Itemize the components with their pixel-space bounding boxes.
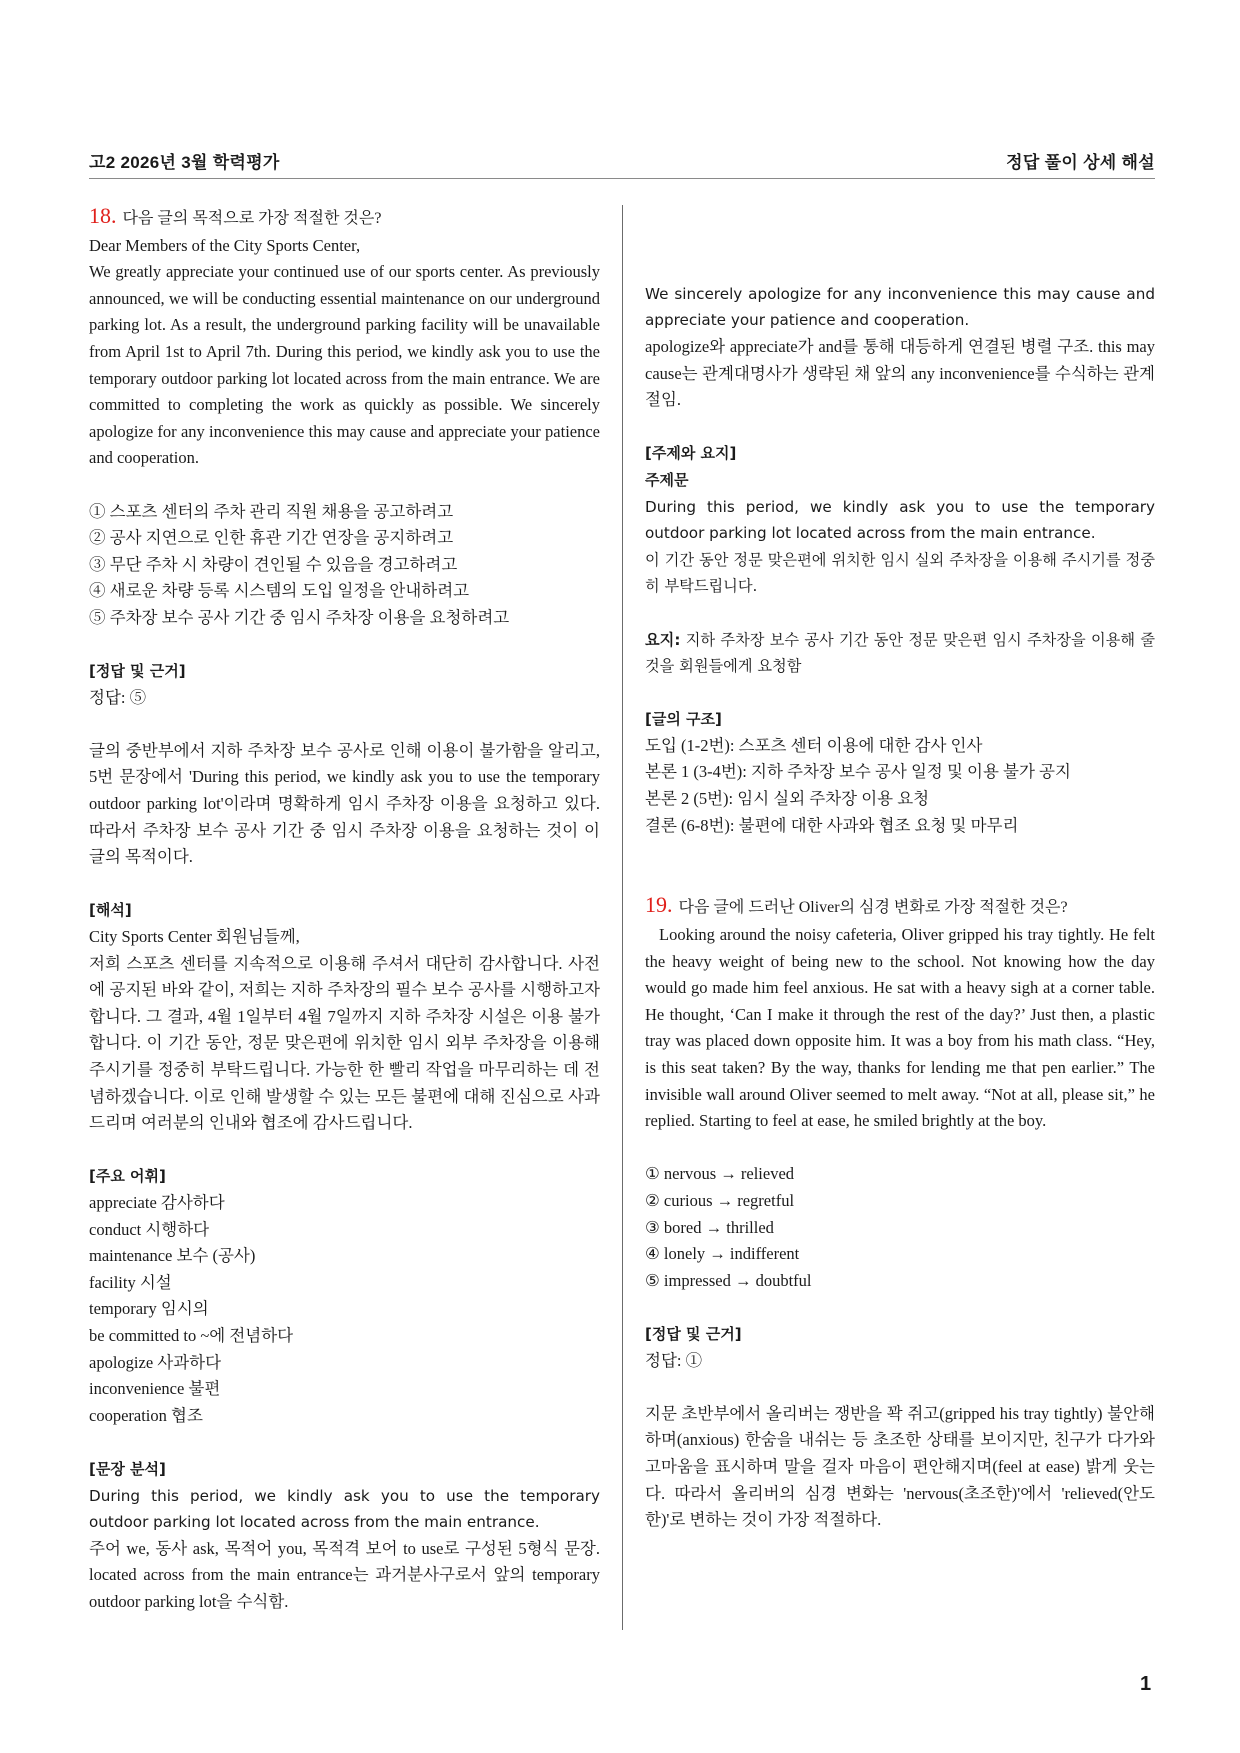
q18-translation: 저희 스포츠 센터를 지속적으로 이용해 주셔서 대단히 감사합니다. 사전에 공지된 바와 같이, 저희는 지하 주차장의 필수 보수 공사를 시행하고자 합니다. 그 결과, 4월 1일부터 4월 7일까지 지하 주차장 시설은 이용 불가합니다. 이 기간 동안, 정문 맞은편에 위치한 임시 외부 주차장을 이용해 주시기를 정중히 부탁드립니다. 가능한 한 빨리 작업을 마무리하는 데 전념하겠습니다. 이로 인해 발생할 수 있는 모든 불편에 대해 진심으로 사과드리며 여러분의 인내와 협조에 감사드립니다. [89,953,600,1133]
q18-answer-explanation: 글의 중반부에서 지하 주차장 보수 공사로 인해 이용이 불가함을 알리고, 5번 문장에서 'During this period, we kindly ask you to use the temporary outdoor parking lot'이라며 명확하게 임시 주차장 이용을 요청하고 있다. 따라서 주차장 보수 공사 기간 중 임시 주차장 이용을 요청하는 것이 이 글의 목적이다. [89,740,600,867]
q18-option-5: ⑤ 주차장 보수 공사 기간 중 임시 주차장 이용을 요청하려고 [89,607,510,627]
vocab-item: inconvenience 불편 [89,1379,221,1399]
q18-theme-translation: 이 기간 동안 정문 맞은편에 위치한 임시 실외 주차장을 이용해 주시기를 정중히 부탁드립니다. [645,550,1155,596]
q18-analysis-heading: [문장 분석] [89,1459,166,1478]
left-column [89,203,600,1611]
q18-option-2: ② 공사 지연으로 인한 휴관 기간 연장을 공지하려고 [89,528,454,548]
q19-title [645,892,1155,922]
vocab-item: facility 시설 [89,1272,172,1292]
vocab-item: temporary 임시의 [89,1299,209,1319]
gist-label: 요지: [645,630,681,649]
q19-option-2: ② curious → regretful [645,1190,795,1210]
vocab-item: appreciate 감사하다 [89,1192,225,1212]
q18-structure-list [645,733,1155,839]
q19-answer-heading: [정답 및 근거] [645,1324,742,1343]
q18-options [89,499,600,632]
q18-option-4: ④ 새로운 차량 등록 시스템의 도입 일정을 안내하려고 [89,581,470,601]
q18-analysis-1-sentence: During this period, we kindly ask you to use the temporary outdoor parking lot located across from the main entrance. [89,1486,600,1532]
column-divider [622,205,623,1630]
vocab-item: cooperation 협조 [89,1405,203,1425]
q19-option-1: ① nervous → relieved [645,1164,795,1184]
structure-item: 본론 2 (5번): 임시 실외 주차장 이용 요청 [645,789,930,809]
q19-passage: Looking around the noisy cafeteria, Oliver gripped his tray tightly. He felt the heavy weight of being new to the school. Not knowing how the day would go made him feel anxious. He sat with a heavy sigh at a corner table. He thought, ‘Can I make it through the rest of the day?’ Just then, a plastic tray was placed down opposite him. It was a boy from his math class. “Hey, is this seat taken? By the way, thanks for lending me that pen earlier.” The invisible wall around Oliver seemed to melt away. “Not at all, please sit,” he replied. Starting to feel at ease, he smiled brightly at the boy. [645,925,1155,1131]
q19-answer: 정답: ① [645,1350,703,1370]
q18-translation-heading: [해석] [89,901,132,920]
q18-option-3: ③ 무단 주차 시 차량이 견인될 수 있음을 경고하려고 [89,554,458,574]
q18-question: 다음 글의 목적으로 가장 적절한 것은? [122,210,382,227]
q18-option-1: ① 스포츠 센터의 주차 관리 직원 채용을 공고하려고 [89,501,454,521]
q18-answer-heading: [정답 및 근거] [89,662,186,681]
q18-passage: We greatly appreciate your continued use of our sports center. As previously announced, we will be conducting essential maintenance on our underground parking lot. As a result, the underground parking facility will be unavailable from April 1st to April 7th. During this period, we kindly ask you to use the temporary outdoor parking lot located across from the main entrance. We are committed to completing the work as quickly as possible. We sincerely apologize for any inconvenience this may cause and appreciate your patience and cooperation. [89,262,600,468]
page-number: 1 [1140,1673,1152,1695]
q19-option-3: ③ bored → thrilled [645,1217,774,1237]
structure-item: 도입 (1-2번): 스포츠 센터 이용에 대한 감사 인사 [645,735,983,755]
q18-theme-sub: 주제문 [645,470,689,489]
q19-option-4: ④ lonely → indifferent [645,1244,800,1264]
page-header [89,148,1155,179]
q18-title [89,203,600,233]
q19-option-5: ⑤ impressed → doubtful [645,1270,812,1290]
q18-number: 18. [89,203,117,228]
vocab-item: conduct 시행하다 [89,1219,210,1239]
q19-question: 다음 글에 드러난 Oliver의 심경 변화로 가장 적절한 것은? [678,899,1068,917]
q18-analysis-2-note: apologize와 appreciate가 and를 통해 대등하게 연결된 병렬 구조. this may cause는 관계대명사가 생략된 채 앞의 any inconvenience를 수식하는 관계절임. [645,336,1155,410]
right-column [645,201,1155,1534]
q18-translation-salutation: City Sports Center 회원님들께, [89,927,300,947]
q18-analysis-2-sentence: We sincerely apologize for any inconvenience this may cause and appreciate your patience and cooperation. [645,284,1155,330]
q18-vocab-list [89,1190,600,1429]
vocab-item: apologize 사과하다 [89,1352,222,1372]
q18-structure-heading: [글의 구조] [645,710,722,729]
structure-item: 본론 1 (3-4번): 지하 주차장 보수 공사 일정 및 이용 불가 공지 [645,762,1071,782]
q18-theme-sentence: During this period, we kindly ask you to use the temporary outdoor parking lot located across from the main entrance. [645,497,1155,543]
q18-theme-heading: [주제와 요지] [645,444,737,463]
doc-subtitle: 정답 풀이 상세 해설 [1006,153,1155,172]
q18-analysis-1-note: 주어 we, 동사 ask, 목적어 you, 목적격 보어 to use로 구성된 5형식 문장. located across from the main entrance는 과거분사구로서 앞의 temporary outdoor parking lot을 수식함. [89,1538,600,1611]
q18-gist [645,627,1155,680]
q18-vocab-heading: [주요 어휘] [89,1167,166,1186]
structure-item: 결론 (6-8번): 불편에 대한 사과와 협조 요청 및 마무리 [645,815,1019,835]
q19-answer-explanation: 지문 초반부에서 올리버는 쟁반을 꽉 쥐고(gripped his tray tightly) 불안해하며(anxious) 한숨을 내쉬는 등 초조한 상태를 보이지만, 친구가 다가와 고마움을 표시하며 말을 걸자 마음이 편안해지며(feel at ease) 밝게 웃는다. 따라서 올리버의 심경 변화는 'nervous(초조한)'에서 'relieved(안도한)'로 변하는 것이 가장 적절하다. [645,1403,1155,1530]
q19-number: 19. [645,892,673,918]
exam-title: 고2 2026년 3월 학력평가 [89,153,280,172]
vocab-item: be committed to ~에 전념하다 [89,1325,294,1345]
gist-text: 지하 주차장 보수 공사 기간 동안 정문 맞은편 임시 주차장을 이용해 줄 것을 회원들에게 요청함 [645,630,1155,676]
q18-answer: 정답: ⑤ [89,687,147,707]
q18-salutation: Dear Members of the City Sports Center, [89,235,361,255]
q19-options [645,1161,1155,1294]
vocab-item: maintenance 보수 (공사) [89,1246,256,1266]
